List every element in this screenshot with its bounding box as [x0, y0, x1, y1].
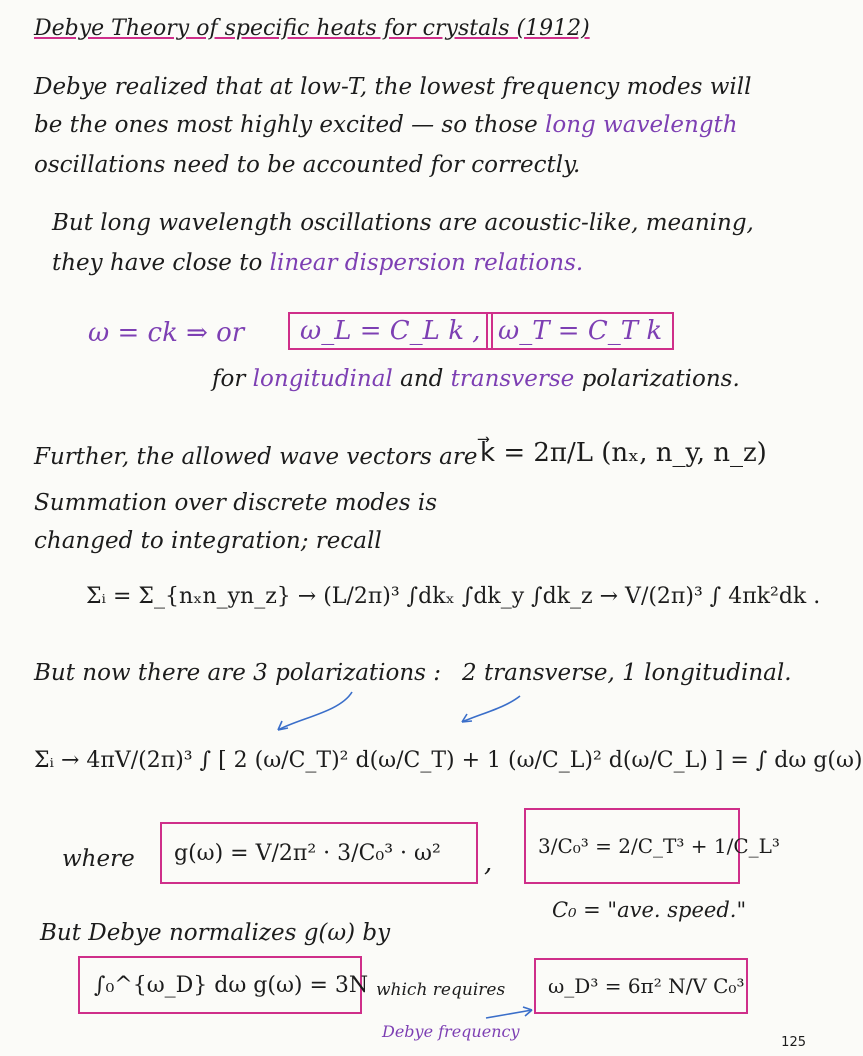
integral-body: ∫ [ 2 (ω/C_T)² d(ω/C_T) + 1 (ω/C_L)² d(ω/C_L) ]	[199, 748, 724, 773]
debye-note-arrow	[486, 1010, 532, 1018]
page-title: Debye Theory of specific heats for crystals (1912)	[34, 16, 590, 41]
polarizations-line	[212, 366, 740, 392]
debye-frequency-note: Debye frequency	[382, 1022, 520, 1041]
longitudinal-arrow	[462, 696, 520, 722]
p1-line2	[34, 112, 738, 138]
where-label: where	[62, 846, 135, 872]
p4-line	[34, 660, 441, 686]
integral-right: = ∫ dω g(ω)	[730, 748, 863, 773]
p1-line1: Debye realized that at low-T, the lowest frequency modes will	[34, 74, 752, 100]
summation-integral-eq: Σᵢ = Σ_{nₓn_yn_z} → (L/2π)³ ∫dkₓ ∫dk_y ∫dk_z → V/(2π)³ ∫ 4πk²dk .	[86, 584, 821, 609]
longitudinal-box: ω_L = C_L k ,	[288, 312, 493, 350]
p2-line2-text: they have close to	[52, 250, 263, 276]
pol-and: and	[400, 366, 444, 392]
which-requires: which requires	[376, 980, 506, 1000]
transverse-box: ω_T = C_T k	[486, 312, 674, 350]
p2-line2	[52, 250, 583, 276]
where-comma: ,	[484, 848, 493, 878]
p4-polarizations	[462, 660, 792, 686]
page-number: 125	[781, 1035, 806, 1050]
pol-post: polarizations.	[581, 366, 740, 392]
p5-line: But Debye normalizes g(ω) by	[40, 920, 391, 946]
p2-line1: But long wavelength oscillations are acoustic-like, meaning,	[52, 210, 754, 236]
wave-vector-eq: k⃗ = 2π/L (nₓ, n_y, n_z)	[480, 438, 767, 468]
p4-longitudinal: 1 longitudinal.	[622, 660, 792, 686]
long-wavelength-text: long wavelength	[545, 112, 738, 138]
prefactor: 4πV/(2π)³	[86, 748, 193, 773]
p4-transverse: 2 transverse,	[462, 660, 615, 686]
sum-arrow: Σᵢ →	[34, 748, 80, 773]
normalization-box: ∫₀^{ω_D} dω g(ω) = 3N	[78, 956, 362, 1014]
average-speed-note: C₀ = "ave. speed."	[552, 898, 747, 922]
p3-line2: Summation over discrete modes is	[34, 490, 438, 516]
dispersion-main: ω = ck ⇒ or	[88, 318, 245, 348]
p3-line1: Further, the allowed wave vectors are	[34, 444, 478, 470]
dispersion-relation	[88, 318, 244, 348]
debye-frequency-box: ω_D³ = 6π² N/V C₀³	[534, 958, 748, 1014]
p3-line3: changed to integration; recall	[34, 528, 382, 554]
pol-longitudinal: longitudinal	[252, 366, 393, 392]
linear-dispersion-text: linear dispersion relations.	[269, 250, 584, 276]
pol-transverse: transverse	[450, 366, 575, 392]
g-omega-box: g(ω) = V/2π² · 3/C₀³ · ω²	[160, 822, 478, 884]
p4-text: But now there are 3 polarizations :	[34, 660, 442, 686]
p1-line2-text: be the ones most highly excited — so those	[34, 112, 538, 138]
density-of-states-eq	[34, 748, 863, 773]
p1-line3: oscillations need to be accounted for correctly.	[34, 152, 581, 178]
c0-definition-box: 3/C₀³ = 2/C_T³ + 1/C_L³	[524, 808, 740, 884]
pol-pre: for	[212, 366, 246, 392]
transverse-arrow	[278, 692, 352, 730]
